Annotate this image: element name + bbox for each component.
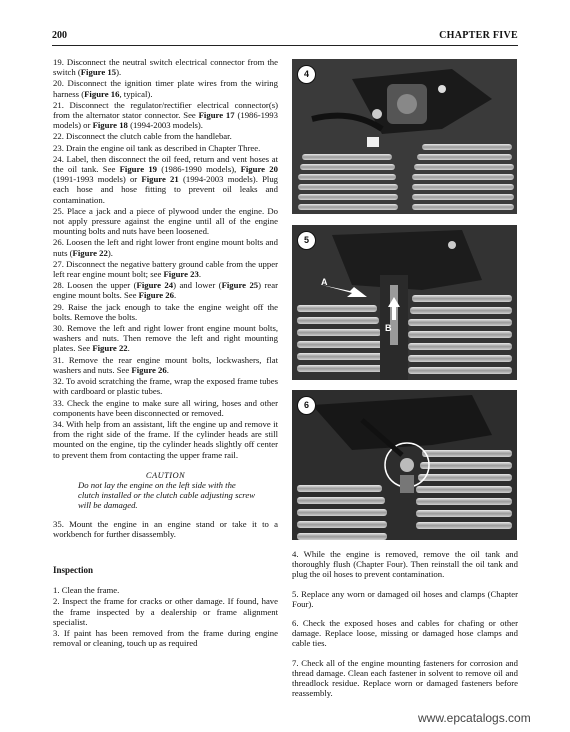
inspection-step: 7. Check all of the engine mounting fasteners for corrosion and thread damage. Clean each fastener in solvent to remove oil and threadlock residue. Replace worn or damaged fasteners before reassembly. [292,657,518,699]
inspection-continued [292,549,518,698]
inspection-step: 4. While the engine is removed, remove the oil tank and thoroughly flush (Chapter Four). Then reinstall the oil tank and plug the oil hoses to prevent contamination. [292,549,518,580]
procedure-step: 31. Remove the rear engine mount bolts, lockwashers, flat washers and nuts. See Figure 26. [53,354,278,375]
figure-6-photo [292,390,517,540]
inspection-step: 5. Replace any worn or damaged oil hoses and clamps (Chapter Four). [292,588,518,609]
procedure-step: 25. Place a jack and a piece of plywood under the engine. Do not apply pressure against the engine until all of the engine mounting bolts and nuts have been loosened. [53,205,278,237]
procedure-steps [53,57,278,460]
procedure-step: 24. Label, then disconnect the oil feed, return and vent hoses at the oil tank. See Figure 19 (1986-1990 models), Figure 20 (1991-1993 models) or Figure 21 (1994-2003 models). Plug each hose and hose fitting to prevent oil leaks and contamination. [53,153,279,205]
procedure-step: 20. Disconnect the ignition timer plate wires from the wiring harness (Figure 16, typical). [53,78,278,99]
page-number: 200 [52,30,67,41]
procedure-step: 26. Loosen the left and right lower front engine mount bolts and nuts (Figure 22). [53,237,278,258]
procedure-step: 23. Drain the engine oil tank as described in Chapter Three. [53,142,261,153]
figure-5-image [292,225,517,380]
figure-label: 4 [297,65,316,84]
watermark-url: www.epcatalogs.com [418,711,531,725]
figure-5-photo [292,225,517,380]
step-35: 35. Mount the engine in an engine stand or take it to a workbench for further disassembly. [53,518,278,539]
chapter-title: CHAPTER FIVE [439,30,518,41]
procedure-step: 32. To avoid scratching the frame, wrap the exposed frame tubes with cardboard or plastic tubes. [53,376,278,397]
inspection-step: 3. If paint has been removed from the frame during engine removal or cleaning, touch up as required [53,627,278,649]
inspection-heading: Inspection [53,564,94,575]
left-column [53,57,278,649]
procedure-step: 33. Check the engine to make sure all wiring, hoses and other components have been disconnected or removed. [53,397,278,418]
figure-4-photo [292,59,517,214]
caution-text: Do not lay the engine on the left side with the clutch installed or the clutch cable adjusting screw will be damaged. [78,479,256,511]
procedure-step: 21. Disconnect the regulator/rectifier electrical connector(s) from the alternator stator connector. See Figure 17 (1986-1993 models) or Figure 18 (1994-2003 models). [53,99,278,131]
figure-label: 6 [297,396,316,415]
procedure-step: 19. Disconnect the neutral switch electrical connector from the switch (Figure 15). [53,57,278,78]
callout-a: A [321,277,328,287]
procedure-step: 29. Raise the jack enough to take the engine weight off the bolts. Remove the bolts. [53,301,278,322]
caution-box [53,470,278,511]
procedure-step: 34. With help from an assistant, lift the engine up and remove it from the right side of the frame. If the cylinder heads are still mounted on the engine, tip the cylinder heads slightly off center to prevent them from contacting the upper frame rail. [53,418,278,460]
procedure-step: 30. Remove the left and right lower front engine mount bolts, washers and nuts. Then remove the left and right mounting plates. See Figure 22. [53,323,278,354]
procedure-step: 27. Disconnect the negative battery ground cable from the upper left rear engine mount bolt; see Figure 23. [53,258,278,280]
figure-4-image [292,59,517,214]
right-column [292,549,518,707]
figure-label: 5 [297,231,316,250]
procedure-step: 28. Loosen the upper (Figure 24) and lower (Figure 25) rear engine mount bolts. See Figure 26. [53,280,278,301]
figure-6-image [292,390,517,540]
inspection-step: 6. Check the exposed hoses and cables for chafing or other damage. Replace loose, missing or damaged hose clamps and cable ties. [292,618,518,649]
caution-title: CAUTION [145,469,186,480]
inspection-step: 2. Inspect the frame for cracks or other damage. If found, have the frame inspected by a dealership or frame alignment specialist. [53,596,278,627]
procedure-step: 22. Disconnect the clutch cable from the handlebar. [53,131,232,142]
inspection-step: 1. Clean the frame. [53,585,120,596]
callout-b: B [385,323,392,333]
page-header [52,29,518,46]
inspection-list [53,585,278,648]
